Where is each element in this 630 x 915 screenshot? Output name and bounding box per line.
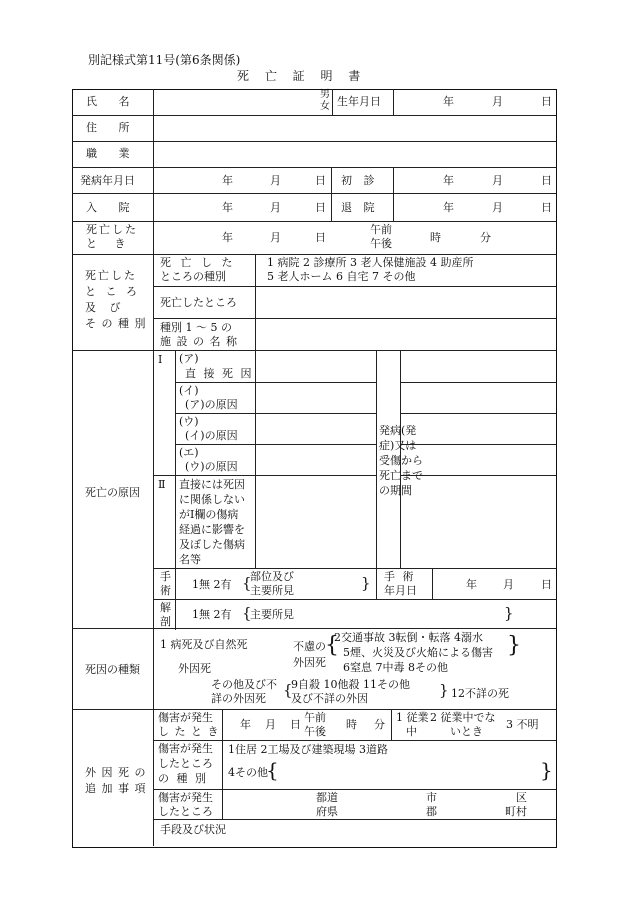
period-label-2: 症)又は — [379, 439, 417, 452]
onset-label: 発病年月日 — [80, 174, 135, 187]
brace-open-icon: { — [242, 574, 252, 592]
surgery-month: 月 — [503, 578, 514, 591]
surgery-year: 年 — [466, 578, 477, 591]
injury-minute: 分 — [374, 718, 385, 731]
discharge-year: 年 — [443, 201, 454, 214]
discharge-month: 月 — [492, 201, 503, 214]
page-title: 死 亡 証 明 書 — [237, 69, 367, 83]
death-pm[interactable]: 午後 — [370, 237, 392, 250]
injury-day: 日 — [290, 718, 301, 731]
row-line — [153, 819, 556, 820]
first-visit-year: 年 — [443, 174, 454, 187]
onset-month: 月 — [270, 174, 281, 187]
brace-close-icon: } — [507, 633, 521, 658]
cause-d-label-1: (エ) — [179, 446, 199, 459]
form-number: 別記様式第11号(第6条関係) — [88, 53, 241, 67]
cause-c-label-1: (ウ) — [179, 415, 199, 428]
work-option-1b: 中 — [406, 725, 417, 738]
injury-when-label-2: し た と き — [158, 725, 220, 738]
name-label: 氏 名 — [86, 95, 139, 108]
other-cause-3: がⅠ欄の傷病 — [179, 508, 239, 521]
city-label: 市 — [426, 791, 437, 804]
row-line — [72, 167, 556, 168]
brace-close-icon: } — [439, 681, 449, 699]
brace-open-icon: { — [283, 681, 293, 699]
autopsy-findings: 主要所見 — [250, 608, 294, 621]
place-label-4: そ の 種 別 — [85, 317, 147, 330]
col-line — [376, 568, 377, 599]
place-label-2: と こ ろ — [85, 285, 140, 298]
surgery-label-1: 手 — [160, 570, 171, 583]
discharge-label: 退 院 — [341, 201, 379, 214]
accident-options-3[interactable]: 6窒息 7中毒 8その他 — [343, 661, 448, 674]
first-visit-day: 日 — [541, 174, 552, 187]
other-cause-1: 直接には死因 — [179, 478, 245, 491]
first-visit-month: 月 — [492, 174, 503, 187]
row-line — [400, 475, 556, 476]
other-cause-5: 及ぼした傷病 — [179, 538, 245, 551]
surgery-date-label-1: 手 術 — [384, 570, 416, 583]
other-cause-6: 名等 — [179, 553, 201, 566]
injury-month: 月 — [265, 718, 276, 731]
row-line — [153, 286, 556, 287]
row-line — [400, 444, 556, 445]
row-line — [153, 740, 556, 741]
external-death: 外因死 — [178, 662, 211, 675]
surgery-options[interactable]: 1無 2有 — [192, 578, 232, 591]
admission-year: 年 — [222, 201, 233, 214]
sex-male[interactable]: 男 — [320, 89, 330, 100]
work-option-2[interactable]: 2 従業中でな — [430, 711, 496, 724]
sex-female[interactable]: 女 — [320, 101, 330, 112]
address-label: 住 所 — [86, 121, 139, 134]
death-day: 日 — [315, 231, 326, 244]
injury-where-label-1: 傷害が発生 — [158, 742, 213, 755]
row-line — [72, 254, 556, 255]
place-kind-label-1: 死 亡 し た — [160, 256, 236, 269]
row-line — [153, 568, 556, 569]
row-line — [72, 709, 556, 710]
place-kind-label-2: ところの種別 — [160, 270, 226, 283]
injury-where-label-3: の 種 別 — [158, 772, 208, 785]
birth-label: 生年月日 — [337, 95, 381, 108]
col-line — [175, 568, 176, 630]
external-label-1: 外 因 死 の — [85, 766, 147, 779]
birth-day: 日 — [541, 95, 552, 108]
period-label-3: 受傷から — [379, 454, 423, 467]
place-kind-options-2[interactable]: 5 老人ホーム 6 自宅 7 その他 — [267, 270, 416, 283]
injury-am[interactable]: 午前 — [304, 711, 326, 724]
prefecture-label-2: 府県 — [316, 805, 338, 818]
work-option-2b: いとき — [450, 725, 483, 738]
row-line — [175, 444, 376, 445]
facility-label-1: 種別 1 ～ 5 の — [160, 321, 232, 334]
birth-month: 月 — [492, 95, 503, 108]
accident-label-2: 外因死 — [293, 656, 326, 669]
place-kind-options-1[interactable]: 1 病院 2 診療所 3 老人保健施設 4 助産所 — [267, 256, 474, 269]
row-line — [72, 221, 556, 222]
other-cause-4: 経過に影響を — [179, 523, 245, 536]
other-external-1: その他及び不 — [211, 678, 277, 691]
birth-year: 年 — [443, 95, 454, 108]
onset-year: 年 — [222, 174, 233, 187]
death-minute: 分 — [480, 231, 491, 244]
where-other[interactable]: 4その他 — [228, 766, 268, 779]
col-line — [222, 709, 223, 819]
ward-label: 区 — [516, 791, 527, 804]
death-am[interactable]: 午前 — [370, 223, 392, 236]
death-month: 月 — [270, 231, 281, 244]
period-label-4: 死亡まで — [379, 469, 423, 482]
unknown-death[interactable]: 12不詳の死 — [451, 687, 509, 700]
col-line — [376, 350, 377, 568]
label-column-divider — [153, 89, 154, 846]
job-label: 職 業 — [86, 147, 139, 160]
discharge-day: 日 — [541, 201, 552, 214]
place-label-3: 及 び — [85, 301, 126, 314]
accident-options-1[interactable]: 2交通事故 3転倒・転落 4溺水 — [334, 631, 483, 644]
col-line — [391, 709, 392, 740]
autopsy-options[interactable]: 1無 2有 — [192, 608, 232, 621]
prefecture-label-1: 都道 — [316, 791, 338, 804]
row-line — [400, 413, 556, 414]
first-visit-label: 初 診 — [341, 174, 379, 187]
cause-b-label-1: (イ) — [179, 384, 199, 397]
period-label-1: 発病(発 — [379, 424, 417, 437]
injury-where-label-2: したところ — [158, 757, 213, 770]
other-cause-2: に関係しない — [179, 493, 245, 506]
col-line — [432, 568, 433, 599]
other-external-options-2[interactable]: 及び不詳の外因 — [291, 692, 368, 705]
death-time-label-2: と き — [86, 237, 133, 250]
surgery-findings-2: 主要所見 — [250, 584, 294, 597]
surgery-day: 日 — [541, 578, 552, 591]
injury-place-label-1: 傷害が発生 — [158, 791, 213, 804]
place-label: 死亡したところ — [160, 296, 237, 309]
brace-close-icon: } — [540, 758, 553, 782]
autopsy-label-2: 剖 — [160, 615, 171, 628]
row-line — [72, 628, 556, 629]
col-line — [393, 89, 394, 115]
cause-d-label-2: (ウ)の原因 — [185, 460, 238, 473]
injury-pm[interactable]: 午後 — [304, 725, 326, 738]
death-year: 年 — [222, 231, 233, 244]
death-time-label-1: 死亡した — [86, 223, 138, 236]
external-label-2: 追 加 事 項 — [85, 782, 147, 795]
where-options[interactable]: 1住居 2工場及び建築現場 3道路 — [228, 743, 388, 756]
cause-b-label-2: (ア)の原因 — [185, 398, 238, 411]
brace-open-icon: { — [242, 604, 252, 622]
cause-label: 死亡の原因 — [85, 486, 140, 499]
surgery-date-label-2: 年月日 — [384, 584, 417, 597]
other-external-2: 詳の外因死 — [211, 692, 266, 705]
row-line — [400, 382, 556, 383]
row-line — [175, 413, 376, 414]
town-label: 町村 — [505, 805, 527, 818]
brace-close-icon: } — [361, 574, 371, 592]
cause-c-label-2: (イ)の原因 — [185, 429, 238, 442]
natural-death[interactable]: 1 病死及び自然死 — [160, 638, 248, 651]
col-line — [332, 89, 333, 115]
row-line — [153, 475, 376, 476]
injury-place-label-2: したところ — [158, 805, 213, 818]
autopsy-label-1: 解 — [160, 601, 171, 614]
row-line — [153, 599, 556, 600]
row-line — [72, 141, 556, 142]
row-line — [72, 115, 556, 116]
row-line — [72, 350, 556, 351]
row-line — [72, 193, 556, 194]
col-line — [255, 254, 256, 350]
period-label-5: の期間 — [379, 484, 412, 497]
work-option-1[interactable]: 1 従業 — [396, 711, 429, 724]
work-option-3[interactable]: 3 不明 — [506, 718, 539, 731]
row-line — [175, 382, 376, 383]
cause-a-label-1: (ア) — [179, 352, 199, 365]
death-hour: 時 — [430, 231, 441, 244]
cause-a-label-2: 直 接 死 因 — [185, 367, 254, 380]
injury-when-label-1: 傷害が発生 — [158, 711, 213, 724]
admission-day: 日 — [315, 201, 326, 214]
admission-month: 月 — [270, 201, 281, 214]
method-label: 手段及び状況 — [160, 823, 226, 836]
section-1-marker: Ⅰ — [158, 353, 163, 366]
row-line — [153, 789, 556, 790]
brace-close-icon: } — [504, 604, 514, 622]
col-line — [393, 167, 394, 221]
admission-label: 入 院 — [86, 201, 139, 214]
other-external-options-1[interactable]: 9自殺 10他殺 11その他 — [291, 678, 410, 691]
death-type-label: 死因の種類 — [85, 663, 140, 676]
brace-open-icon: { — [325, 633, 339, 658]
surgery-findings-1: 部位及び — [250, 570, 294, 583]
place-label-1: 死亡した — [85, 269, 137, 282]
brace-open-icon: { — [266, 758, 279, 782]
facility-label-2: 施 設 の 名 称 — [160, 335, 238, 348]
accident-label-1: 不慮の — [293, 640, 326, 653]
injury-hour: 時 — [346, 718, 357, 731]
accident-options-2[interactable]: 5煙、火災及び火焔による傷害 — [343, 646, 493, 659]
county-label: 郡 — [426, 805, 437, 818]
injury-year: 年 — [240, 718, 251, 731]
col-line — [331, 167, 332, 221]
row-line — [153, 318, 556, 319]
onset-day: 日 — [315, 174, 326, 187]
section-2-marker: Ⅱ — [158, 478, 166, 491]
surgery-label-2: 術 — [160, 584, 171, 597]
